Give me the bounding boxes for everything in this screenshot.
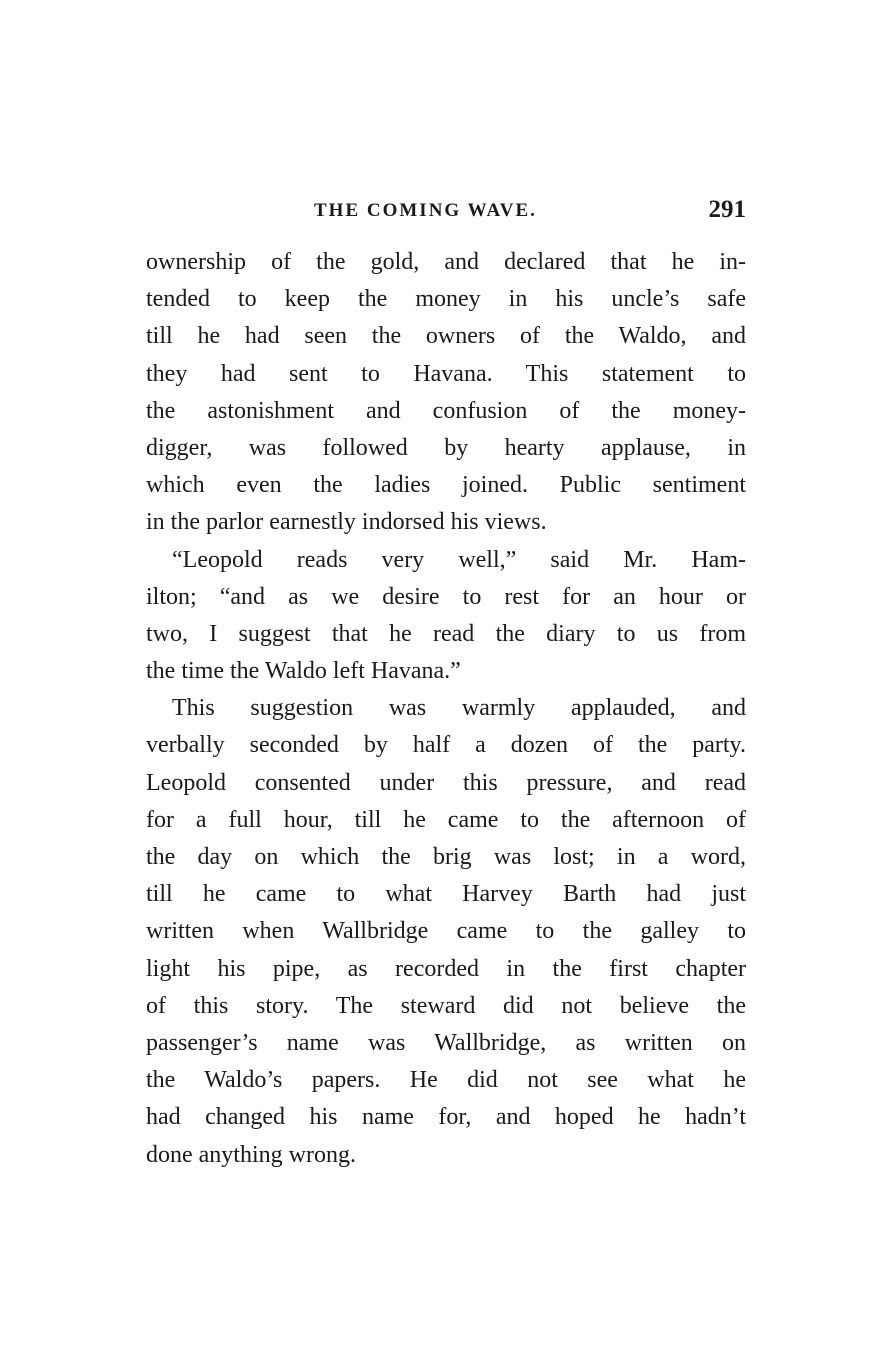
text-line: ownership of the gold, and declared that he in- xyxy=(146,249,746,275)
text-line: the astonishment and confusion of the money- xyxy=(146,397,746,424)
text-line: till he had seen the owners of the Waldo, and xyxy=(146,323,746,350)
body-text xyxy=(146,244,746,1174)
text-line: for a full hour, till he came to the afternoon of xyxy=(146,806,746,833)
page-number: 291 xyxy=(708,196,746,223)
paragraph xyxy=(146,690,746,1173)
text-line: This suggestion was warmly applauded, and xyxy=(172,695,746,722)
text-line: written when Wallbridge came to the galley to xyxy=(146,918,746,945)
text-line: tended to keep the money in his uncle’s safe xyxy=(146,286,746,313)
text-line: the Waldo’s papers. He did not see what he xyxy=(146,1067,746,1094)
text-line: in the parlor earnestly indorsed his views. xyxy=(146,509,547,536)
text-line: the day on which the brig was lost; in a word, xyxy=(146,844,746,870)
text-line: passenger’s name was Wallbridge, as written on xyxy=(146,1029,746,1056)
text-line: two, I suggest that he read the diary to us from xyxy=(146,620,746,647)
paragraph xyxy=(146,542,746,691)
text-line: ilton; “and as we desire to rest for an hour or xyxy=(146,583,746,610)
text-line: of this story. The steward did not believe the xyxy=(146,992,746,1019)
text-line: digger, was followed by hearty applause, in xyxy=(146,434,746,461)
text-line: had changed his name for, and hoped he hadn’t xyxy=(146,1104,746,1131)
text-line: light his pipe, as recorded in the first chapter xyxy=(146,955,746,982)
text-line: done anything wrong. xyxy=(146,1141,356,1168)
running-title: THE COMING WAVE. xyxy=(314,200,537,221)
text-line: till he came to what Harvey Barth had just xyxy=(146,881,746,908)
text-line: Leopold consented under this pressure, and read xyxy=(146,769,746,796)
text-line: “Leopold reads very well,” said Mr. Ham- xyxy=(172,546,746,573)
text-line: the time the Waldo left Havana.” xyxy=(146,658,461,685)
text-line: verbally seconded by half a dozen of the party. xyxy=(146,732,746,759)
paragraph xyxy=(146,244,746,542)
running-head xyxy=(146,196,746,228)
text-line: they had sent to Havana. This statement to xyxy=(146,360,746,387)
text-line: which even the ladies joined. Public sentiment xyxy=(146,472,746,499)
